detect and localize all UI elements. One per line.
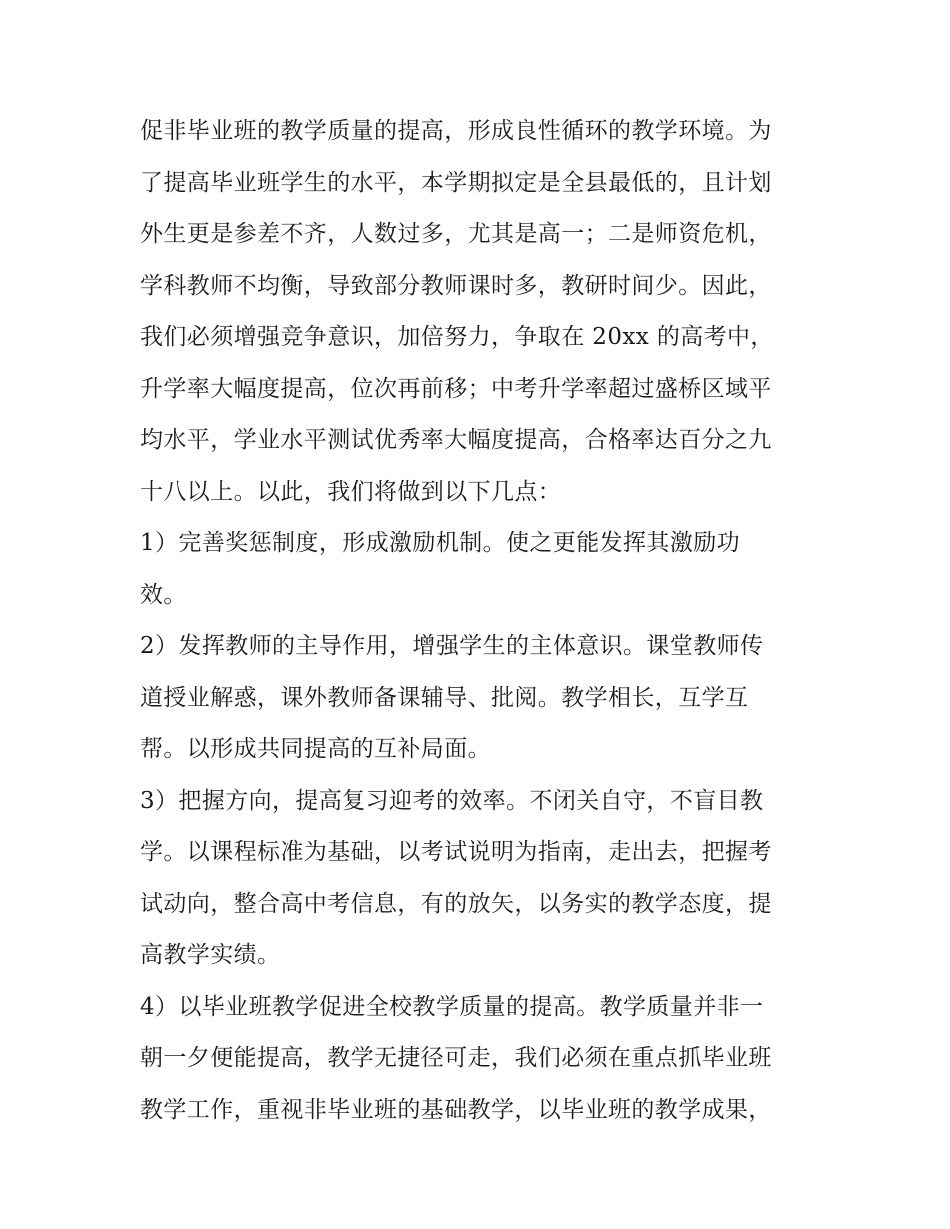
text-line: 学。以课程标准为基础，以考试说明为指南，走出去，把握考 — [140, 839, 772, 865]
text-line: 了提高毕业班学生的水平，本学期拟定是全县最低的，且计划 — [140, 169, 772, 196]
list-item-2: 2）发挥教师的主导作用，增强学生的主体意识。课堂教师传 — [140, 633, 764, 659]
text-line: 高教学实绩。 — [140, 942, 281, 968]
text-line: 教学工作，重视非毕业班的基础教学，以毕业班的教学成果， — [140, 1096, 772, 1123]
body-text — [140, 106, 820, 1136]
text-line: 学科教师不均衡，导致部分教师课时多，教研时间少。因此， — [140, 272, 772, 299]
text-line: 朝一夕便能提高，教学无捷径可走，我们必须在重点抓毕业班 — [140, 1045, 772, 1071]
text-line: 促非毕业班的教学质量的提高，形成良性循环的教学环境。为 — [140, 118, 772, 144]
text-line: 均水平，学业水平测试优秀率大幅度提高，合格率达百分之九 — [140, 427, 772, 453]
text-line: 帮。以形成共同提高的互补局面。 — [140, 736, 491, 762]
list-item-1: 1）完善奖惩制度，形成激励机制。使之更能发挥其激励功 — [140, 530, 741, 556]
list-item-3: 3）把握方向，提高复习迎考的效率。不闭关自守，不盲目教 — [140, 787, 764, 814]
text-line: 升学率大幅度提高，位次再前移；中考升学率超过盛桥区域平 — [140, 375, 772, 402]
text-line: 我们必须增强竞争意识，加倍努力，争取在 20xx 的高考中， — [140, 324, 774, 350]
list-item-4: 4）以毕业班教学促进全校教学质量的提高。教学质量并非一 — [140, 993, 764, 1020]
text-line: 试动向，整合高中考信息，有的放矢，以务实的教学态度，提 — [140, 890, 772, 917]
text-line: 道授业解惑，课外教师备课辅导、批阅。教学相长，互学互 — [140, 684, 749, 711]
text-line: 效。 — [140, 581, 187, 608]
text-line: 十八以上。以此，我们将做到以下几点： — [140, 478, 562, 505]
text-line: 外生更是参差不齐，人数过多，尤其是高一；二是师资危机， — [140, 221, 772, 247]
